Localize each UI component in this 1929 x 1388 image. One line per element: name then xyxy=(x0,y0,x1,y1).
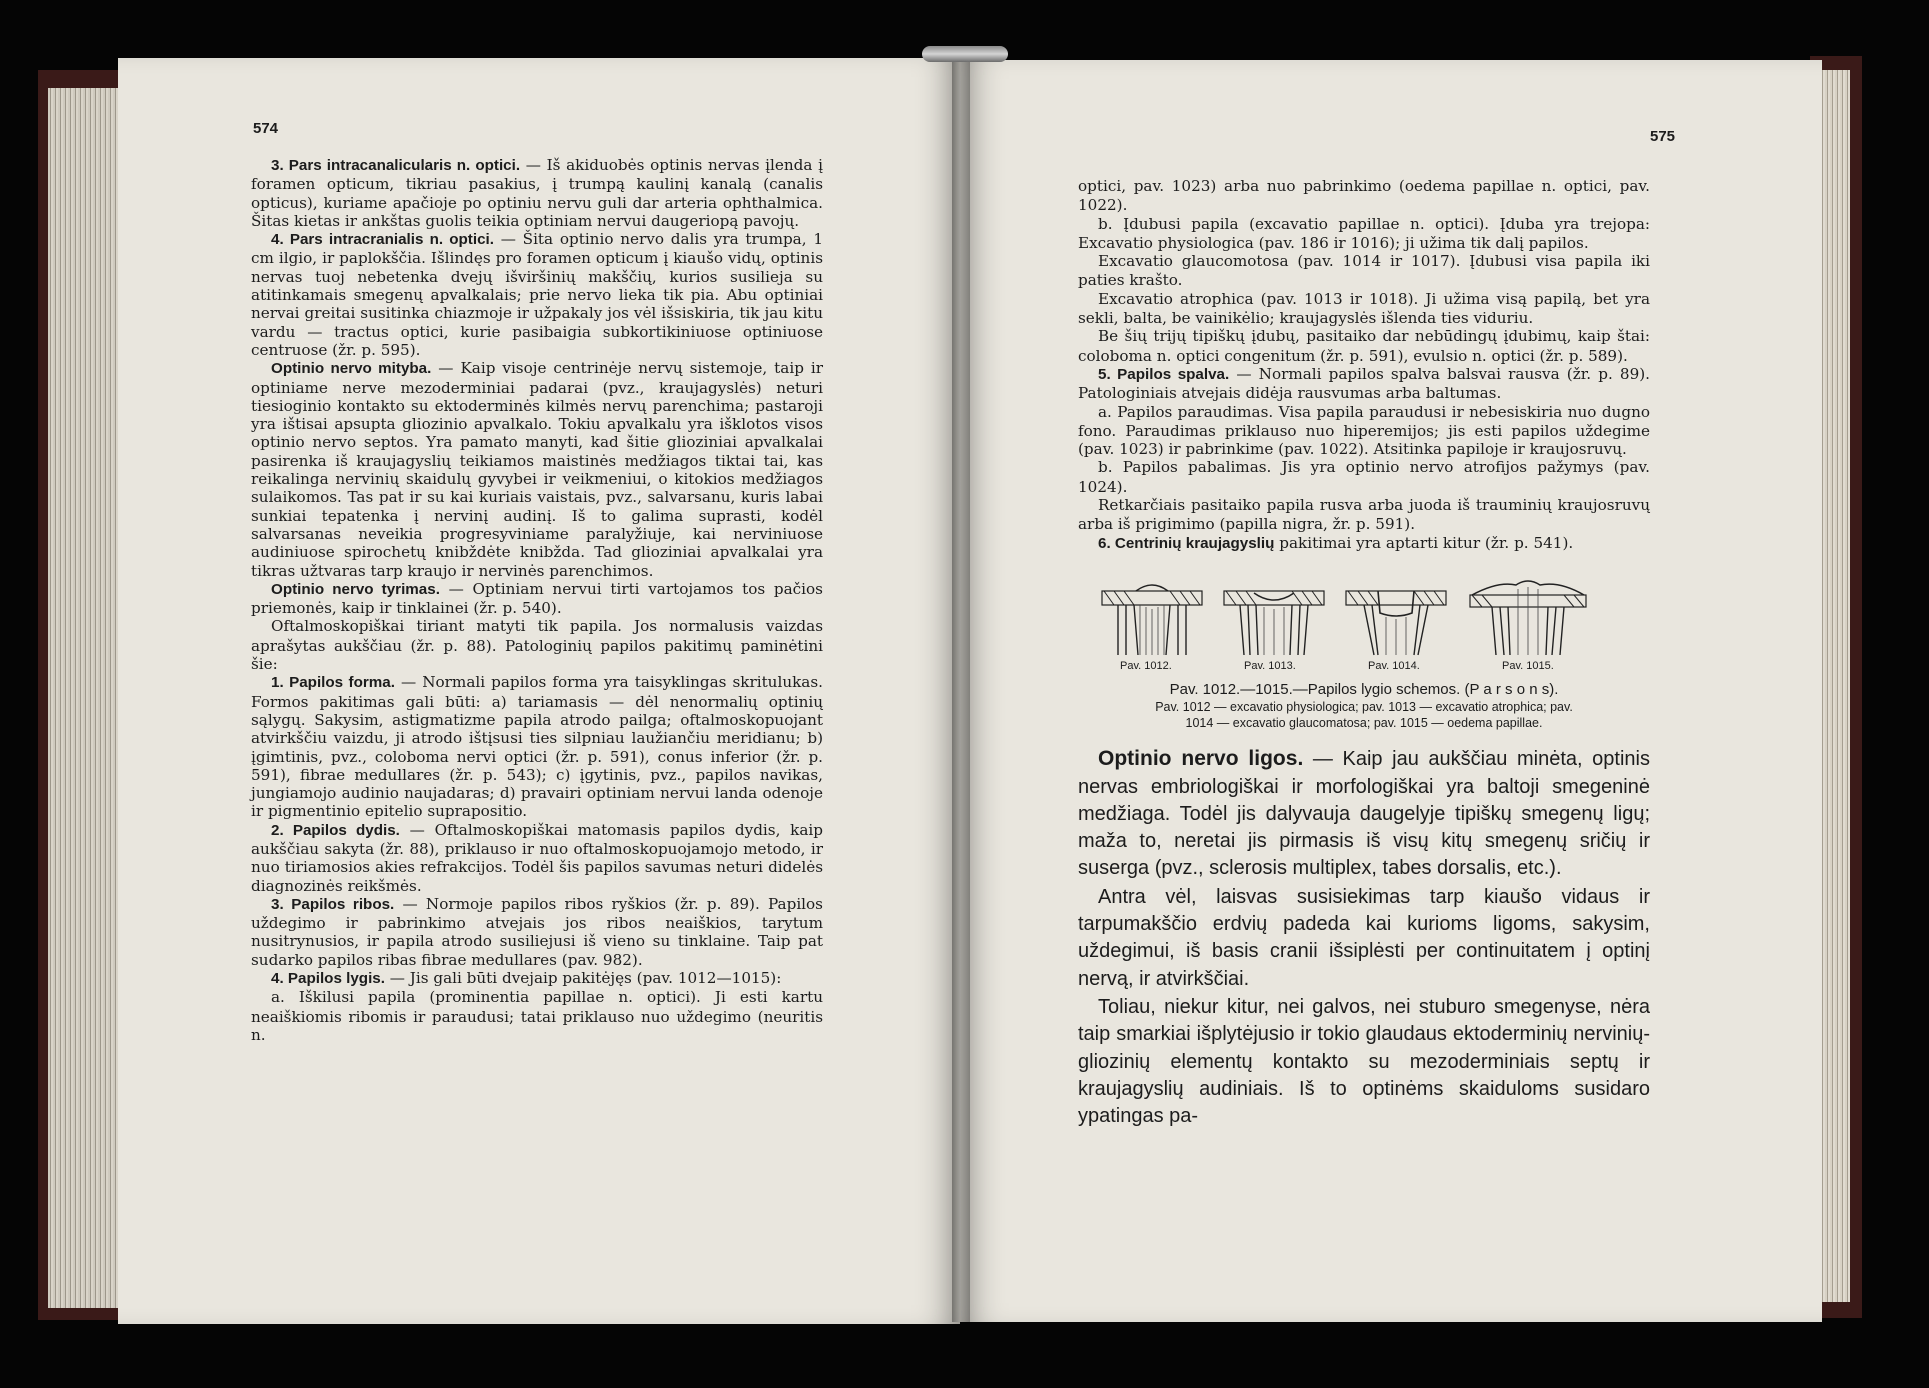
page-edges-right xyxy=(1820,70,1850,1302)
figure-label: Pav. 1013. xyxy=(1244,659,1296,672)
figure-label: Pav. 1014. xyxy=(1368,659,1420,672)
paragraph: b. Įdubusi papila (excavatio papillae n. optici). Įduba yra trejopa: Excavatio physiologica (pav. 186 ir 1016); ji užima tik dalį papilos. xyxy=(1078,214,1650,252)
paragraph: Excavatio glaucomotosa (pav. 1014 ir 1017). Įdubusi visa papila iki paties krašto. xyxy=(1078,252,1650,290)
paragraph: Optinio nervo mityba. — Kaip visoje centrinėje nervų sistemoje, taip ir optiniame nerve mezoderminiai padarai (pvz., kraujagyslės) neturi tiesioginio kontakto su ektoderminės kilmės nervų parenchima; pastaroji yra ištisai apsupta gliozinio apvalkalo. Tokiu apvalkalu yra išklotos visos optinio nervo septos. Yra pamato manyti, kad šitie glioziniai apvalkalai pasirenka iš kraujagyslių teikiamos maistinės medžiagos tiktai tai, kas reikalinga nervinių skaidulų gyvybei ir veikmeniui, o kitokios medžiagos sulaikomos. Tas pat ir su kai kuriais vaistais, pvz., salvarsanu, kuris labai sunkiai tepatenka į nervinį audinį. Iš to galima suprasti, kodėl salvarsanas neveikia progresyviniame paralyžiuje, kai nerviniuose audiniuose spirochetų knibždėte knibžda. Tad glioziniai apvalkalai yra tikras užtvaras tarp kraujo ir nervinės parenchimos. xyxy=(251,359,823,580)
large-text-block xyxy=(1078,745,1650,1130)
paragraph: 4. Pars intracranialis n. optici. — Šita optinio nervo dalis yra trumpa, 1 cm ilgio, ir paplokščia. Išlindęs pro foramen opticum į kiaušo vidų, optinis nervas tuoj nebetenka dvejų išviršinių makščių, kurios susilieja su atitinkamais smegenų apvalkalais; prie nervo lieka tik pia. Abu optiniai nervai greitai susitinka chiazmoje ir užpakaly jos vėl išsiskiria, tik jau kitu vardu — tractus optici, kurie pasibaigia subkortikiniuose optiniuose centruose (žr. p. 595). xyxy=(251,230,823,359)
page-number: 574 xyxy=(253,120,279,137)
figure-label: Pav. 1015. xyxy=(1502,659,1554,672)
caption-text: 1014 — excavatio glaucomatosa; pav. 1015 — oedema papillae. xyxy=(1185,716,1543,731)
paragraph: a. Papilos paraudimas. Visa papila paraudusi ir nebesiskiria nuo dugno fono. Paraudimas priklauso nuo hiperemijos; jis esti papilos uždegime (pav. 1023) ir pabrinkime (pav. 1022). Atsitinka papiloje ir kraujosruvų. xyxy=(1078,402,1650,459)
paragraph: Toliau, niekur kitur, nei galvos, nei stuburo smegenyse, nėra taip smarkiai išplytėjusio ir tokio glaudaus ektoderminių nervinių-gliozinių elementų kontakto su mezoderminiais septų ir kraujagyslių audiniais. Iš to optinėms skaiduloms susidaro ypatingas pa- xyxy=(1078,995,1650,1128)
paragraph: Be šių trijų tipiškų įdubų, pasitaiko dar nebūdingų įdubimų, kaip štai: coloboma n. optici congenitum (žr. p. 591), evulsio n. optici (žr. p. 589). xyxy=(1078,327,1650,365)
paragraph: Excavatio atrophica (pav. 1013 ir 1018). Ji užima visą papilą, bet yra sekli, balta, be vainikėlio; kraujagyslės išlenda ties viduriu. xyxy=(1078,289,1650,328)
paragraph: 6. Centrinių kraujagyslių pakitimai yra aptarti kitur (žr. p. 541). xyxy=(1098,533,1574,552)
figure-caption xyxy=(1078,681,1650,731)
figure-label: Pav. 1012. xyxy=(1120,659,1172,672)
figure-1013-drawing xyxy=(1222,577,1326,657)
paragraph: 5. Papilos spalva. — Normali papilos spalva balsvai rausva (žr. p. 89). Patologiniais atvejais didėja rausvumas arba baltumas. xyxy=(1078,364,1650,403)
papilla-schemes-figure xyxy=(1078,569,1650,672)
right-page xyxy=(960,60,1822,1322)
book-gutter xyxy=(952,60,970,1322)
paragraph: 4. Papilos lygis. — Jis gali būti dvejaip pakitėjęs (pav. 1012—1015): xyxy=(271,969,782,988)
figure-1014-drawing xyxy=(1344,577,1448,657)
left-page xyxy=(118,58,960,1324)
paragraph: a. Iškilusi papila (prominentia papillae n. optici). Ji esti kartu neaiškiomis ribomis ir paraudusi; tatai priklauso nuo uždegimo (neuritis n. xyxy=(251,988,823,1044)
paragraph: 3. Papilos ribos. — Normoje papilos ribos ryškios (žr. p. 89). Papilos uždegimo ir pabrinkimo atvejais jos ribos neaiškios, tarytum nusitrynusios, ir papila atrodo susiliejusi iš vieno su tinklaine. Taip pat sudarko papilos ribas fibrae medullares (pav. 982). xyxy=(251,894,823,969)
page-number: 575 xyxy=(1650,128,1676,145)
paragraph: optici, pav. 1023) arba nuo pabrinkimo (oedema papillae n. optici, pav. 1022). xyxy=(1078,177,1650,215)
paragraph: Oftalmoskopiškai tiriant matyti tik papila. Jos normalusis vaizdas aprašytas aukščiau (žr. p. 88). Patologinių papilos pakitimų paminėtini šie: xyxy=(251,617,823,674)
caption-text: Pav. 1012 — excavatio physiologica; pav. 1013 — excavatio atrophica; pav. xyxy=(1155,700,1573,715)
paragraph: Retkarčiais pasitaiko papila rusva arba juoda iš trauminių kraujosruvų arba iš prigimimo (papilla nigra, žr. p. 591). xyxy=(1078,496,1650,534)
left-page-text xyxy=(251,156,823,1044)
figure-1012-drawing xyxy=(1100,577,1204,657)
caption-title: Pav. 1012.—1015.—Papilos lygio schemos. (P a r s o n s). xyxy=(1169,680,1559,698)
paragraph: Antra vėl, laisvas susisiekimas tarp kiaušo vidaus ir tarpumakščio erdvių padeda kai kurioms ligoms, sakysim, uždegimui, iš basis cranii išsiplėsti per continuitatem į optinį nervą, ir atvirkščiai. xyxy=(1078,885,1650,990)
paragraph: 3. Pars intracanalicularis n. optici. — Iš akiduobės optinis nervas įlenda į foramen opticum, tikriau pasakius, į trumpą kaulinį kanalą (canalis opticus), kuriame apačioje po optiniu nervu guli dar arteria ophthalmica. Šitas kietas ir ankštas guolis teikia optiniam nervui daugeriopą pavojų. xyxy=(251,156,823,230)
paragraph: Optinio nervo tyrimas. — Optiniam nervui tirti vartojamos tos pačios priemonės, kaip ir tinklainei (žr. p. 540). xyxy=(251,579,823,618)
spine-binding xyxy=(922,46,1008,62)
paragraph: 2. Papilos dydis. — Oftalmoskopiškai matomasis papilos dydis, kaip aukščiau sakyta (žr. 88), priklauso ir nuo oftalmoskopuojamojo metodo, ir nuo tiriamosios akies refrakcijos. Todėl šis papilos savumas neturi didelės diagnozinės reikšmės. xyxy=(251,820,824,895)
paragraph: 1. Papilos forma. — Normali papilos forma yra taisyklingas skritulukas. Formos pakitimas gali būti: a) tariamasis — dėl nenormalių optinių sąlygų. Sakysim, astigmatizme papila atrodo pailga; oftalmoskopuojant atvirkščiu vaizdu, ji atrodo ištįsusi ties silpniau laužiančiu meridianu; b) įgimtinis, pvz., coloboma nervi optici (žr. p. 591), conus inferior (žr. p. 591), fibrae medullares (žr. p. 543); c) įgytinis, pvz., papilos navikas, jungiamojo audinio naujadaras; d) pravairi optiniam nervui landa odenoje ir pigmentinio epitelio suprapositio. xyxy=(251,673,823,821)
paragraph: b. Papilos pabalimas. Jis yra optinio nervo atrofijos pažymys (pav. 1024). xyxy=(1078,458,1650,496)
paragraph: Optinio nervo ligos. — Kaip jau aukščiau minėta, optinis nervas embriologiškai ir morfologiškai yra baltoji smegeninė medžiaga. Todėl jis dalyvauja daugelyje tipiškų smegenų ligų; maža to, neretai jis pirmasis iš visų kitų smegenų sričių ir suserga (pvz., sclerosis multiplex, tabes dorsalis, etc.). xyxy=(1078,747,1650,880)
page-edges-left xyxy=(48,88,120,1308)
right-page-text xyxy=(1078,177,1650,1130)
figure-1015-drawing xyxy=(1468,577,1588,657)
